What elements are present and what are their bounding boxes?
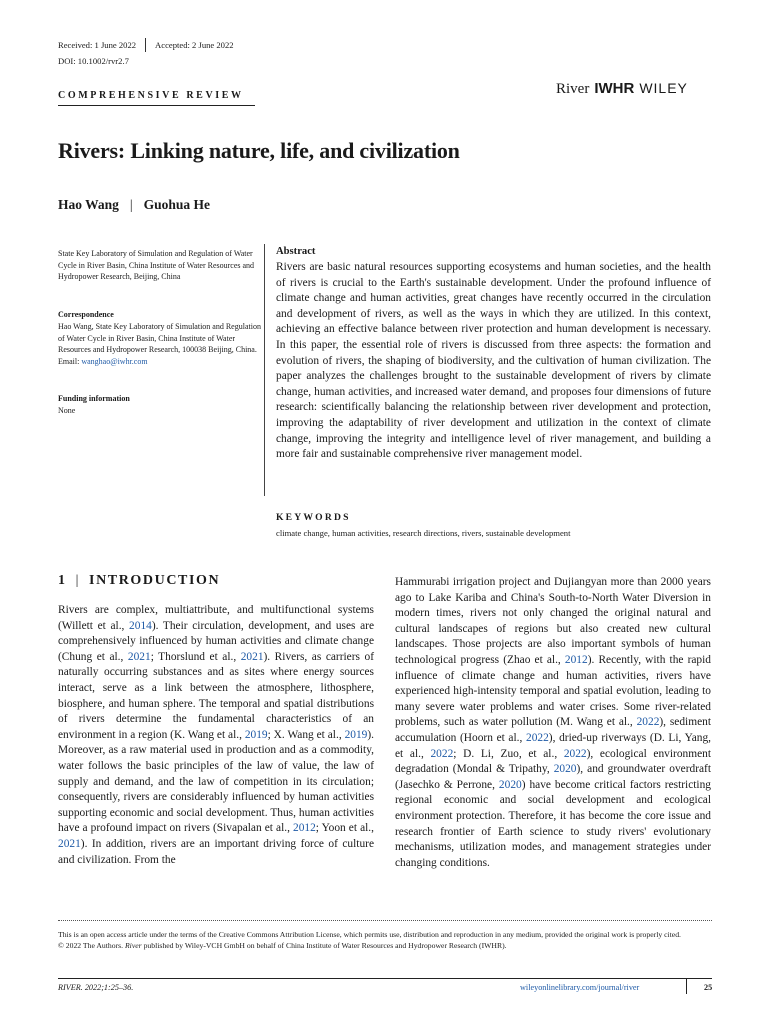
doi: DOI: 10.1002/rvr2.7 [58,56,129,66]
body-text: ). Rivers, as carriers of naturally occurring substances and as sites where energy sources interact, serve as a link between the atmosphere, lithosphere, biosphere, and human sphere. The temporal and spatial distributions of rivers determine the fundamental characteristics of an environment in a region (K. Wang et al., [58,650,374,741]
date-divider [145,38,146,52]
copyright-suffix: published by Wiley-VCH GmbH on behalf of China Institute of Water Resources and Hydropower Research (IWHR). [141,940,507,950]
author-separator: | [129,197,133,212]
citation-link[interactable]: 2012 [564,653,588,666]
keywords-list: climate change, human activities, research directions, rivers, sustainable development [276,528,571,538]
keywords-heading: KEYWORDS [276,512,351,523]
body-text: ), dried-up riverways (D. Li, Yang, et al., [395,731,711,760]
citation-link[interactable]: 2021 [127,650,151,663]
section-title: INTRODUCTION [89,573,221,588]
body-column-left [58,603,374,868]
body-text: ). Moreover, as a raw material used in production and as a commodity, water follows the basic principles of the law of value, the law of supply and demand, and the law of competition in its circulation; consequently, rivers are considerably influenced by human activities supporting economic and social development. Thus, human activities have a profound impact on rivers (Sivapalan et al., [58,728,374,835]
page-number: 25 [704,983,713,992]
journal-url-link[interactable]: wileyonlinelibrary.com/journal/river [520,983,640,992]
citation-link[interactable]: 2022 [430,747,454,760]
received-date: Received: 1 June 2022 [58,40,137,50]
body-text: ), sediment accumulation (Hoorn et al., [395,716,711,744]
funding-body: None [58,406,76,415]
section-number: 1 [58,573,67,588]
author-name: Hao Wang [58,197,119,212]
body-text: ). Recently, with the rapid influence of climate change and human activities, rivers have experienced high-intensity temporal and spatial evolution, leading to many severe water problems and water crises. Some river-related problems, such as water pollution (M. Wang et al., [395,653,711,729]
citation-link[interactable]: 2012 [293,822,316,835]
brand-river: River [556,81,590,97]
footer-rule [58,978,712,979]
correspondence-heading: Correspondence [58,310,114,319]
footer-dotted-rule [58,920,712,921]
citation-link[interactable]: 2014 [129,619,152,632]
journal-citation-text: RIVER. 2022;1:25–36. [58,983,134,992]
email-label: Email: [58,356,82,366]
section-separator: | [75,573,81,588]
article-dates [58,38,234,52]
copyright-prefix: © 2022 The Authors. [58,940,125,950]
abstract-text: Rivers are basic natural resources supporting ecosystems and human societies, and the health of rivers is crucial to the Earth's sustainable development. Under the profound influence of climate change and human activities, great changes have recently occurred in the circulation and development of rivers, as well as the ways in which they are utilized. In this context, achieving an effective balance between river protection and human development is necessary. In this paper, the essential role of rivers is discussed from three aspects: the formation and evolution of rivers, the shaping of biodiversity, and the cultivation of human civilization. The paper analyzes the challenges brought to the sustainable development of rivers by climate change, human activities, and increased water demand, and proposes four dimensions of future research: scientifically balancing the relationship between river development and protection, improving the adaptability of river development and utilization in the context of climate change, improving the integrity and intelligence level of river management, and building a more fair and sustainable comprehensive river management model. [276,261,711,461]
accepted-date: Accepted: 2 June 2022 [155,40,234,50]
page-divider [686,978,687,994]
body-text: ). In addition, rivers are an important driving force of culture and civilization. From the [58,837,374,866]
body-text: ; Yoon et al., [315,822,374,835]
brand-wiley: WILEY [639,80,688,96]
affiliation: State Key Laboratory of Simulation and Regulation of Water Cycle in River Basin, China Institute of Water Resources and Hydropower Research, Beijing, China [58,249,255,282]
citation-link[interactable]: 2021 [58,837,81,850]
abstract-heading: Abstract [276,246,316,257]
section-label: COMPREHENSIVE REVIEW [58,90,244,101]
citation-link[interactable]: 2022 [636,716,660,729]
correspondence-body [58,321,263,367]
author-list [58,197,210,213]
citation-link[interactable]: 2020 [553,763,577,776]
body-text: ) have become critical factors restricting regional economic and social development and ecological environment protection. Therefore, it has become the core issue and research frontier of Earth science to study rivers' evolutionary mechanisms, utilization modes, and management strategies under changing conditions. [395,778,711,869]
citation-link[interactable]: 2019 [244,728,268,741]
body-text: ). Their circulation, development, and uses are comprehensively influenced by human activities and climate change (Chung et al., [58,619,374,663]
body-column-right [395,575,711,871]
body-text: Hammurabi irrigation project and Dujiangyan more than 2000 years ago to Lake Kariba and China's South-to-North Water Diversion in modern times, rivers not only changed the original natural and cultural landscapes of regions but also created new cultural landscapes. Those projects are also important symbols of human technological progress (Zhao et al., [395,576,711,666]
journal-citation [58,983,133,992]
citation-link[interactable]: 2022 [563,747,587,760]
brand-iwhr: IWHR [594,80,635,97]
citation-link[interactable]: 2022 [526,731,549,744]
body-text: ; D. Li, Zuo, et al., [453,747,564,760]
citation-link[interactable]: 2019 [344,728,368,741]
copyright-journal: River [124,940,142,950]
body-text: ; Thorslund et al., [150,650,241,663]
license-text: This is an open access article under the terms of the Creative Commons Attribution License, which permits use, distribution and reproduction in any medium, provided the original work is properly cited. [58,930,681,939]
body-text: ), and groundwater overdraft (Jasechko & Perrone, [395,763,711,791]
citation-link[interactable]: 2020 [498,778,522,791]
body-text: ), ecological environment degradation (Mondal & Tripathy, [395,747,711,776]
body-text: Rivers are complex, multiattribute, and multifunctional systems (Willett et al., [58,604,374,632]
abstract-divider [264,244,265,496]
email-link[interactable]: wanghao@iwhr.com [81,356,148,366]
funding-heading: Funding information [58,394,130,403]
paper-title: Rivers: Linking nature, life, and civilization [58,138,460,163]
license-notice [58,930,712,951]
author-name: Guohua He [143,197,211,212]
correspondence-address: Hao Wang, State Key Laboratory of Simulation and Regulation of Water Cycle in River Basin, China Institute of Water Resources and Hydropower Research, 100038 Beijing, China. [58,322,261,355]
citation-link[interactable]: 2021 [240,650,264,663]
body-text: ; X. Wang et al., [267,728,345,741]
section-heading-introduction [58,573,220,589]
section-underline [58,105,255,106]
journal-brand-logo [556,80,688,98]
